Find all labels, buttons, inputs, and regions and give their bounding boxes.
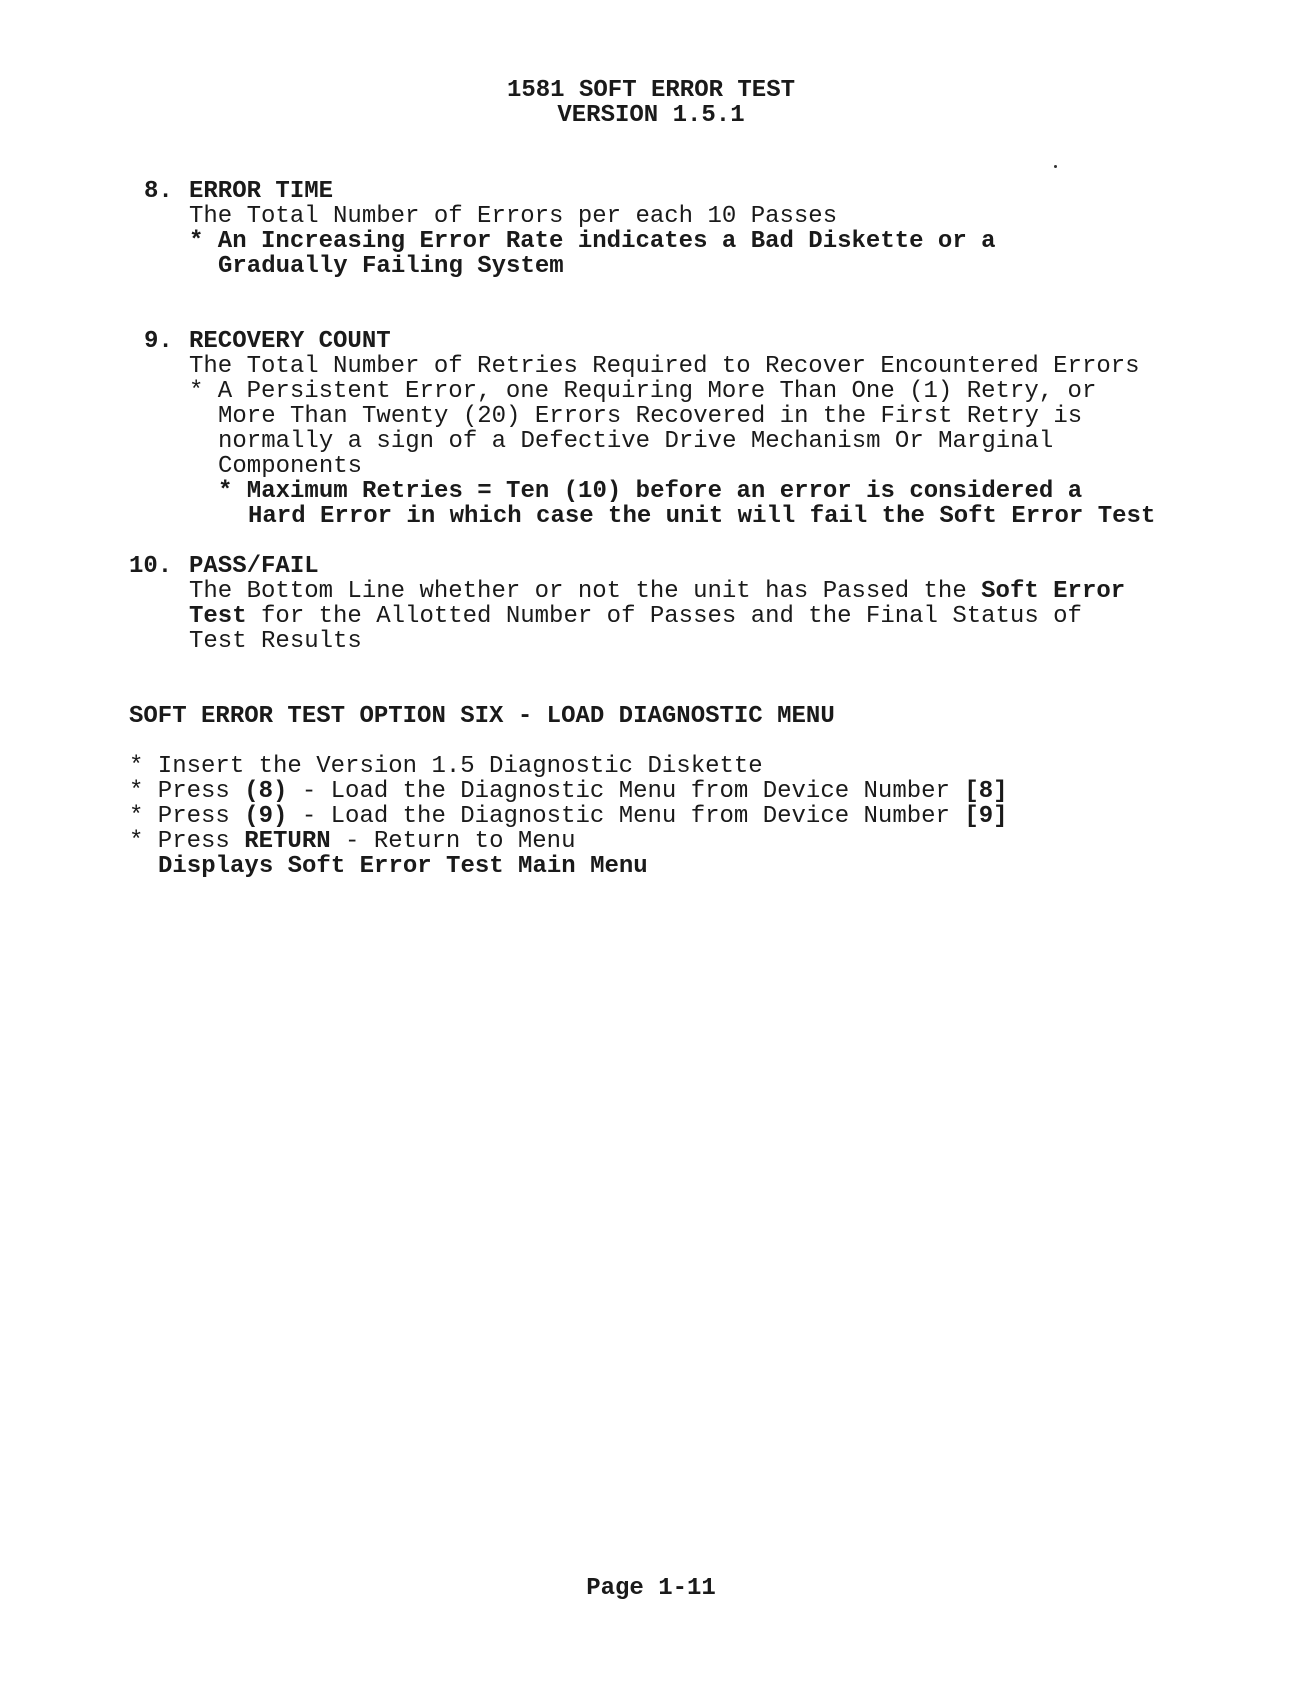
section-10-number: 10. xyxy=(129,553,173,580)
section-8-bullet-line2: Gradually Failing System xyxy=(218,253,564,280)
section-8-description: The Total Number of Errors per each 10 Passes xyxy=(189,203,838,230)
section-9-bullet-line1: * A Persistent Error, one Requiring More Than One (1) Retry, or xyxy=(189,378,1097,405)
option-six-item-2 xyxy=(129,779,1008,804)
section-10-desc-bold-2: Test xyxy=(189,603,247,630)
doc-title-line2: VERSION 1.5.1 xyxy=(557,102,745,129)
section-10-description-line2 xyxy=(189,604,1082,629)
option-six-item-3-post: - Load the Diagnostic Menu from Device Number xyxy=(287,803,965,830)
option-six-item-4-pre: * Press xyxy=(129,828,245,855)
option-six-item-2-pre: * Press xyxy=(129,778,245,805)
section-9-title: RECOVERY COUNT xyxy=(189,328,391,355)
option-six-item-4-key: RETURN xyxy=(244,828,331,855)
option-six-item-3-pre: * Press xyxy=(129,803,245,830)
option-six-item-3-key: (9) xyxy=(244,803,288,830)
section-10-description-line3: Test Results xyxy=(189,628,362,655)
option-six-item-2-device: [8] xyxy=(964,778,1008,805)
section-8-number: 8. xyxy=(144,178,173,205)
option-six-item-3 xyxy=(129,804,1008,829)
option-six-item-4 xyxy=(129,829,575,854)
section-10-desc-bold: Soft Error xyxy=(981,578,1126,605)
option-six-heading: SOFT ERROR TEST OPTION SIX - LOAD DIAGNOSTIC MENU xyxy=(129,703,835,730)
section-9-number: 9. xyxy=(144,328,173,355)
section-9-sub-bullet-line2: Hard Error in which case the unit will fail the Soft Error Test xyxy=(248,503,1156,530)
section-8-bullet-line1: * An Increasing Error Rate indicates a Bad Diskette or a xyxy=(189,228,996,255)
section-9-bullet-line4: Components xyxy=(218,453,363,480)
section-8-title: ERROR TIME xyxy=(189,178,334,205)
doc-title-line1: 1581 SOFT ERROR TEST xyxy=(506,77,796,104)
page-number: Page 1-11 xyxy=(586,1575,716,1602)
option-six-item-1: * Insert the Version 1.5 Diagnostic Diskette xyxy=(129,753,763,780)
option-six-item-2-key: (8) xyxy=(244,778,288,805)
option-six-item-3-device: [9] xyxy=(964,803,1008,830)
option-six-item-4-post: - Return to Menu xyxy=(330,828,576,855)
section-9-bullet-line3: normally a sign of a Defective Drive Mechanism Or Marginal xyxy=(218,428,1054,455)
section-10-desc-text: The Bottom Line whether or not the unit has Passed the xyxy=(189,578,982,605)
option-six-item-4-sub: Displays Soft Error Test Main Menu xyxy=(158,853,648,880)
section-10-description-line1 xyxy=(189,579,1125,604)
section-10-title: PASS/FAIL xyxy=(189,553,319,580)
section-10-desc-text-2: for the Allotted Number of Passes and the Final Status of xyxy=(246,603,1082,630)
section-9-bullet-line2: More Than Twenty (20) Errors Recovered in the First Retry is xyxy=(218,403,1083,430)
section-9-description: The Total Number of Retries Required to Recover Encountered Errors xyxy=(189,353,1140,380)
scan-speck xyxy=(1054,165,1057,168)
section-9-sub-bullet-line1: * Maximum Retries = Ten (10) before an error is considered a xyxy=(218,478,1083,505)
option-six-item-2-post: - Load the Diagnostic Menu from Device Number xyxy=(287,778,965,805)
